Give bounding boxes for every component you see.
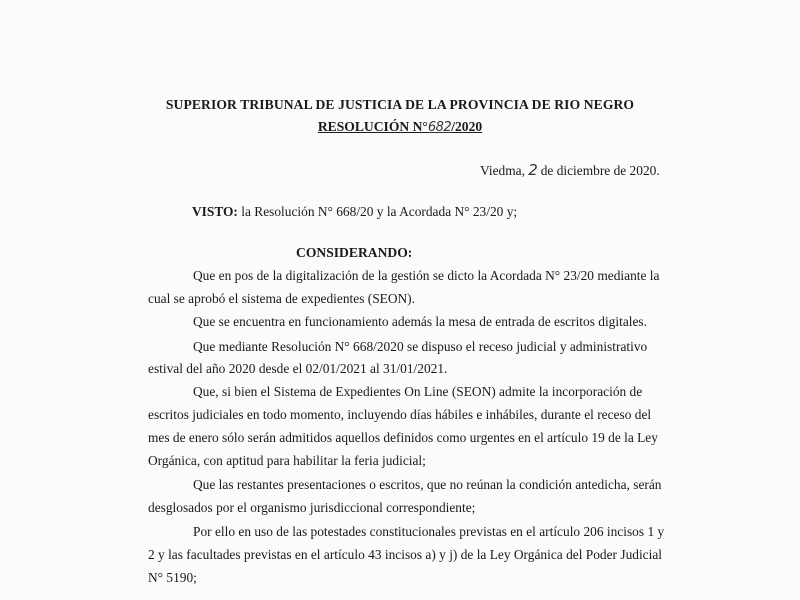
institution-heading: SUPERIOR TRIBUNAL DE JUSTICIA DE LA PROVINCIA DE RIO NEGRO bbox=[165, 97, 635, 112]
paragraph-line: Que en pos de la digitalización de la gestión se dicto la Acordada N° 23/20 mediante la bbox=[193, 268, 660, 283]
paragraph-line: N° 5190; bbox=[148, 570, 197, 585]
considerando-heading: CONSIDERANDO: bbox=[296, 245, 413, 260]
paragraph-line: Por ello en uso de las potestades constitucionales previstas en el artículo 206 incisos 1 y bbox=[193, 524, 665, 539]
resolution-prefix: RESOLUCIÓN N° bbox=[317, 119, 428, 134]
visto-line bbox=[192, 204, 517, 220]
paragraph-line: escritos judiciales en todo momento, incluyendo días hábiles e inhábiles, durante el receso del bbox=[148, 407, 652, 422]
date-handwritten-day: 2 bbox=[528, 161, 538, 179]
paragraph-line: Que, si bien el Sistema de Expedientes On Line (SEON) admite la incorporación de bbox=[193, 384, 643, 399]
resolution-handwritten-number: 682 bbox=[427, 120, 452, 135]
paragraph-line: estival del año 2020 desde el 02/01/2021 al 31/01/2021. bbox=[148, 361, 448, 376]
paragraph-line: cual se aprobó el sistema de expedientes (SEON). bbox=[148, 291, 415, 306]
paragraph-line: Que las restantes presentaciones o escritos, que no reúnan la condición antedicha, serán bbox=[193, 477, 662, 492]
visto-label: VISTO: bbox=[192, 204, 238, 219]
resolution-number-heading bbox=[0, 119, 800, 135]
visto-text: la Resolución N° 668/20 y la Acordada N° 23/20 y; bbox=[237, 204, 518, 219]
paragraph-line: Que mediante Resolución N° 668/2020 se dispuso el receso judicial y administrativo bbox=[193, 339, 648, 354]
paragraph-line: Que se encuentra en funcionamiento además la mesa de entrada de escritos digitales. bbox=[193, 314, 647, 329]
paragraph-line: desglosados por el organismo jurisdiccional correspondiente; bbox=[148, 500, 476, 515]
paragraph-line: 2 y las facultades previstas en el artículo 43 incisos a) y j) de la Ley Orgánica del Poder Judicial bbox=[148, 547, 663, 562]
date-line bbox=[480, 161, 660, 179]
paragraph-line: Orgánica, con aptitud para habilitar la feria judicial; bbox=[148, 453, 426, 468]
paragraph-line: mes de enero sólo serán admitidos aquellos definidos como urgentes en el artículo 19 de la Ley bbox=[148, 430, 658, 445]
date-rest: de diciembre de 2020. bbox=[540, 163, 660, 178]
date-place: Viedma, bbox=[480, 163, 525, 178]
resolution-year: /2020 bbox=[451, 119, 483, 134]
